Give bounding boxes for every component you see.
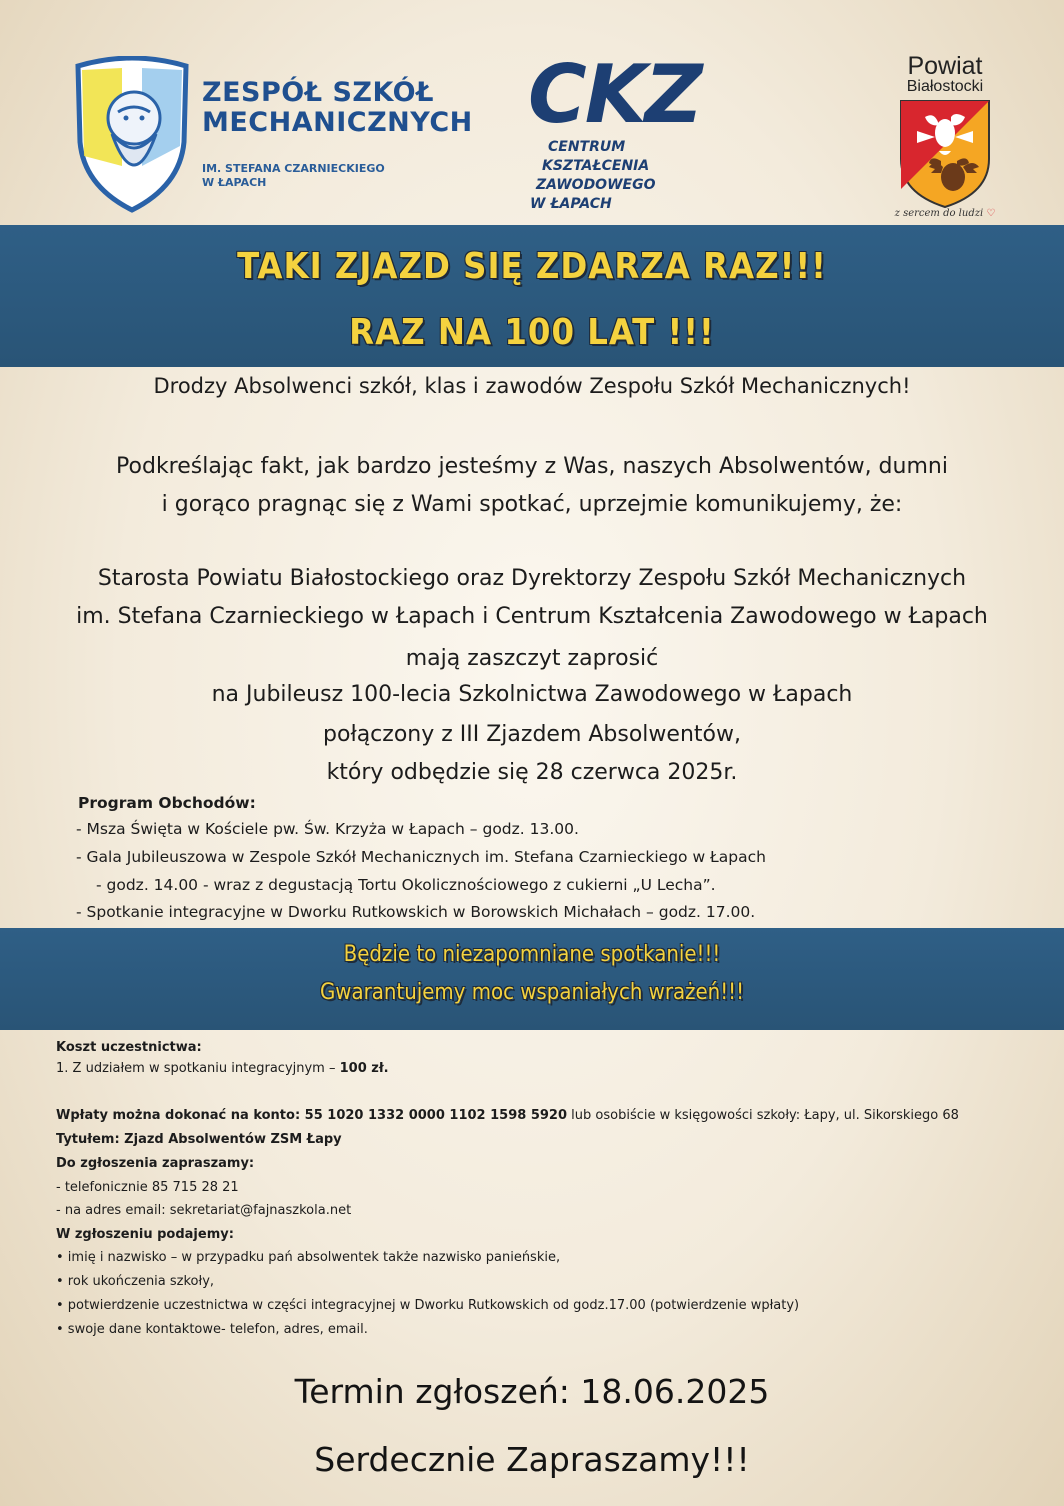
zsm-patron-line2: W ŁAPACH bbox=[202, 176, 267, 189]
powiat-coat-of-arms-icon bbox=[895, 97, 995, 209]
powiat-logo bbox=[890, 54, 1000, 226]
signup-item: - na adres email: sekretariat@fajnaszkola.net bbox=[56, 1203, 352, 1218]
deadline: Termin zgłoszeń: 18.06.2025 bbox=[294, 1372, 770, 1411]
include-item: • potwierdzenie uczestnictwa w części integracyjnej w Dworku Rutkowskich od godz.17.00 (potwierdzenie wpłaty) bbox=[56, 1298, 800, 1313]
invitation-line1: Starosta Powiatu Białostockiego oraz Dyrektorzy Zespołu Szkół Mechanicznych bbox=[97, 566, 967, 591]
zsm-logo bbox=[72, 56, 473, 216]
ckz-line1: CENTRUM bbox=[548, 139, 626, 155]
signup-heading: Do zgłoszenia zapraszamy: bbox=[56, 1156, 255, 1171]
invitation-line3: mają zaszczyt zaprosić bbox=[405, 646, 659, 671]
banner-line1: Będzie to niezapomniane spotkanie!!! bbox=[343, 942, 721, 967]
include-item: • rok ukończenia szkoły, bbox=[56, 1274, 215, 1289]
payment-line bbox=[56, 1108, 959, 1123]
signup-item: - telefonicznie 85 715 28 21 bbox=[56, 1180, 239, 1195]
cost-amount: 100 zł. bbox=[339, 1061, 389, 1076]
cost-item-text: 1. Z udziałem w spotkaniu integracyjnym – bbox=[56, 1061, 340, 1076]
ckz-line2: KSZTAŁCENIA bbox=[542, 158, 650, 174]
greeting: Drodzy Absolwenci szkół, klas i zawodów Zespołu Szkół Mechanicznych! bbox=[153, 374, 911, 398]
intro-para1-line1: Podkreślając fakt, jak bardzo jesteśmy z Was, naszych Absolwentów, dumni bbox=[116, 454, 948, 479]
zsm-shield-emblem-icon bbox=[72, 56, 192, 214]
payment-rest: lub osobiście w księgowości szkoły: Łapy, ul. Sikorskiego 68 bbox=[567, 1108, 959, 1123]
ckz-line4: W ŁAPACH bbox=[530, 196, 612, 212]
invitation-line6: który odbędzie się 28 czerwca 2025r. bbox=[326, 760, 738, 785]
program-item: - Msza Święta w Kościele pw. Św. Krzyża w Łapach – godz. 13.00. bbox=[76, 820, 579, 838]
invitation-line2: im. Stefana Czarnieckiego w Łapach i Centrum Kształcenia Zawodowego w Łapach bbox=[76, 604, 988, 629]
include-item: • swoje dane kontaktowe- telefon, adres, email. bbox=[56, 1322, 368, 1337]
program-item: - godz. 14.00 - wraz z degustacją Tortu Okolicznościowego z cukierni „U Lecha”. bbox=[96, 876, 716, 894]
program-item: - Spotkanie integracyjne w Dworku Rutkowskich w Borowskich Michałach – godz. 17.00. bbox=[76, 903, 756, 921]
ckz-logo bbox=[520, 48, 740, 220]
zsm-name-line2: MECHANICZNYCH bbox=[202, 107, 473, 138]
include-item: • imię i nazwisko – w przypadku pań absolwentek także nazwisko panieńskie, bbox=[56, 1250, 561, 1265]
intro-para1-line2: i gorąco pragnąc się z Wami spotkać, uprzejmie komunikujemy, że: bbox=[161, 492, 903, 517]
ckz-line3: ZAWODOWEGO bbox=[536, 177, 656, 193]
invitation-line4: na Jubileusz 100-lecia Szkolnictwa Zawodowego w Łapach bbox=[211, 682, 853, 707]
cost-heading: Koszt uczestnictwa: bbox=[56, 1040, 202, 1055]
powiat-line1: Powiat bbox=[907, 52, 983, 80]
banner-line2: Gwarantujemy moc wspaniałych wrażeń!!! bbox=[319, 980, 745, 1005]
heart-icon: ♡ bbox=[986, 208, 996, 219]
program-item: - Gala Jubileuszowa w Zespole Szkół Mechanicznych im. Stefana Czarnieckiego w Łapach bbox=[76, 848, 766, 866]
program-heading: Program Obchodów: bbox=[78, 794, 256, 812]
powiat-line2: Białostocki bbox=[906, 78, 984, 95]
invitation-line5: połączony z III Zjazdem Absolwentów, bbox=[323, 722, 741, 747]
closing: Serdecznie Zapraszamy!!! bbox=[314, 1440, 750, 1479]
powiat-motto: z sercem do ludzi bbox=[894, 208, 984, 219]
cost-item bbox=[56, 1061, 389, 1076]
include-heading: W zgłoszeniu podajemy: bbox=[56, 1227, 234, 1242]
headline-line1: TAKI ZJAZD SIĘ ZDARZA RAZ!!! bbox=[237, 246, 827, 287]
zsm-patron-line1: IM. STEFANA CZARNIECKIEGO bbox=[202, 162, 385, 175]
ckz-abbreviation: CKZ bbox=[528, 48, 701, 141]
zsm-name-line1: ZESPÓŁ SZKÓŁ bbox=[202, 77, 434, 108]
payment-title: Tytułem: Zjazd Absolwentów ZSM Łapy bbox=[56, 1132, 342, 1147]
payment-account: Wpłaty można dokonać na konto: 55 1020 1332 0000 1102 1598 5920 bbox=[56, 1108, 568, 1123]
headline-line2: RAZ NA 100 LAT !!! bbox=[349, 312, 715, 353]
